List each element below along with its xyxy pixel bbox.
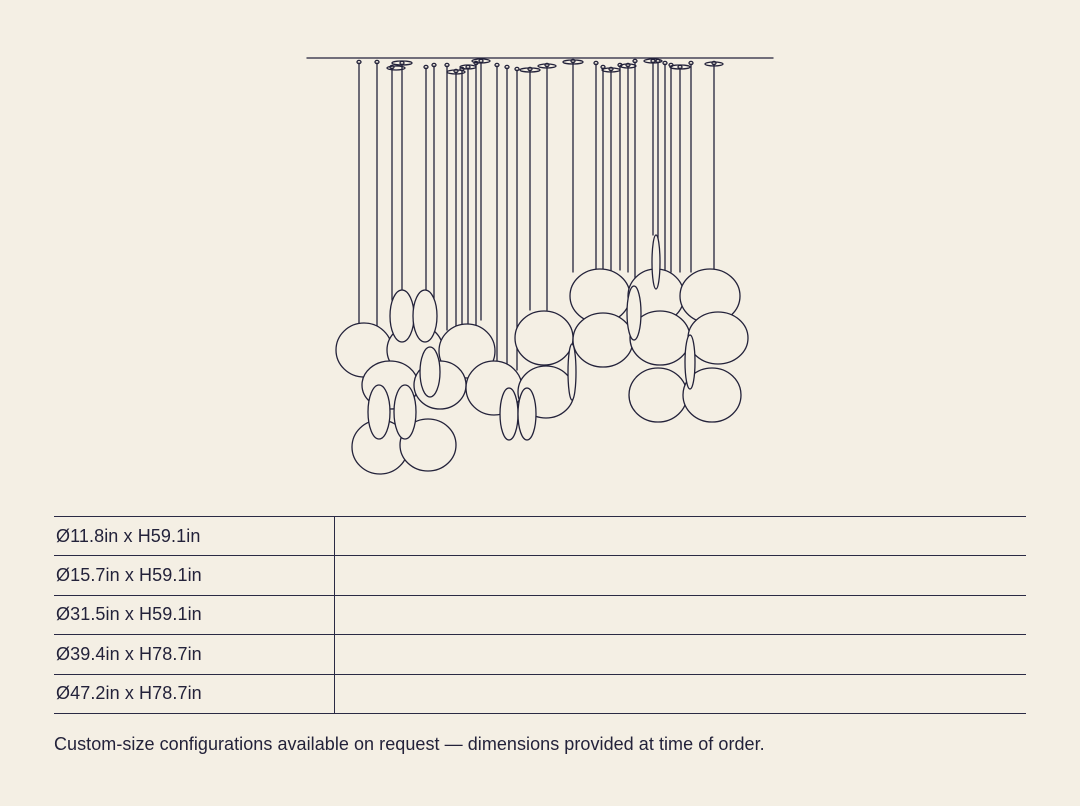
glass-disc-edge — [413, 290, 437, 342]
dimension-label: Ø31.5in x H59.1in — [54, 596, 335, 634]
dimension-value — [335, 596, 1026, 634]
glass-globe — [629, 368, 687, 422]
glass-disc-edge — [390, 290, 414, 342]
dimension-label: Ø39.4in x H78.7in — [54, 635, 335, 673]
dimensions-table — [54, 516, 1026, 714]
cable-canopy — [400, 61, 404, 64]
glass-globe — [688, 312, 748, 364]
glass-disc-edge — [394, 385, 416, 439]
chandelier-art — [307, 58, 773, 474]
dimension-value — [335, 635, 1026, 673]
dimension-value — [335, 675, 1026, 713]
glass-disc-edge — [368, 385, 390, 439]
cable-canopy — [594, 61, 598, 64]
glass-globe — [515, 311, 573, 365]
cable-canopy — [357, 60, 361, 63]
canopy-disc — [644, 59, 662, 63]
table-row — [54, 556, 1026, 595]
cable-canopy — [445, 63, 449, 66]
cable-canopy — [375, 60, 379, 63]
glass-globe — [573, 313, 633, 367]
cable-canopy — [663, 61, 667, 64]
cable-canopy — [479, 59, 483, 62]
cable-canopy — [678, 65, 682, 68]
cable-canopy — [424, 65, 428, 68]
table-row — [54, 635, 1026, 674]
cable-canopy — [432, 63, 436, 66]
table-row — [54, 675, 1026, 714]
glass-disc-edge — [518, 388, 536, 440]
dimension-value — [335, 556, 1026, 594]
cable-canopy — [689, 61, 693, 64]
glass-disc-edge — [500, 388, 518, 440]
canopy-disc — [670, 65, 690, 69]
cable-canopy — [651, 59, 655, 62]
cable-canopy — [633, 59, 637, 62]
glass-disc-edge — [420, 347, 440, 397]
glass-disc-edge — [652, 235, 660, 289]
table-row — [54, 596, 1026, 635]
glass-disc-edge — [685, 335, 695, 389]
dimension-value — [335, 517, 1026, 555]
dimension-label: Ø47.2in x H78.7in — [54, 675, 335, 713]
cable-canopy — [505, 65, 509, 68]
footnote: Custom-size configurations available on request — dimensions provided at time of order. — [54, 734, 765, 754]
glass-disc-edge — [627, 286, 641, 340]
canopy-disc — [392, 61, 412, 65]
dimension-label: Ø11.8in x H59.1in — [54, 517, 335, 555]
cable-canopy — [515, 67, 519, 70]
dimension-label: Ø15.7in x H59.1in — [54, 556, 335, 594]
cable-canopy — [466, 65, 470, 68]
glass-disc-edge — [568, 344, 576, 400]
cable-canopy — [495, 63, 499, 66]
table-row — [54, 517, 1026, 556]
